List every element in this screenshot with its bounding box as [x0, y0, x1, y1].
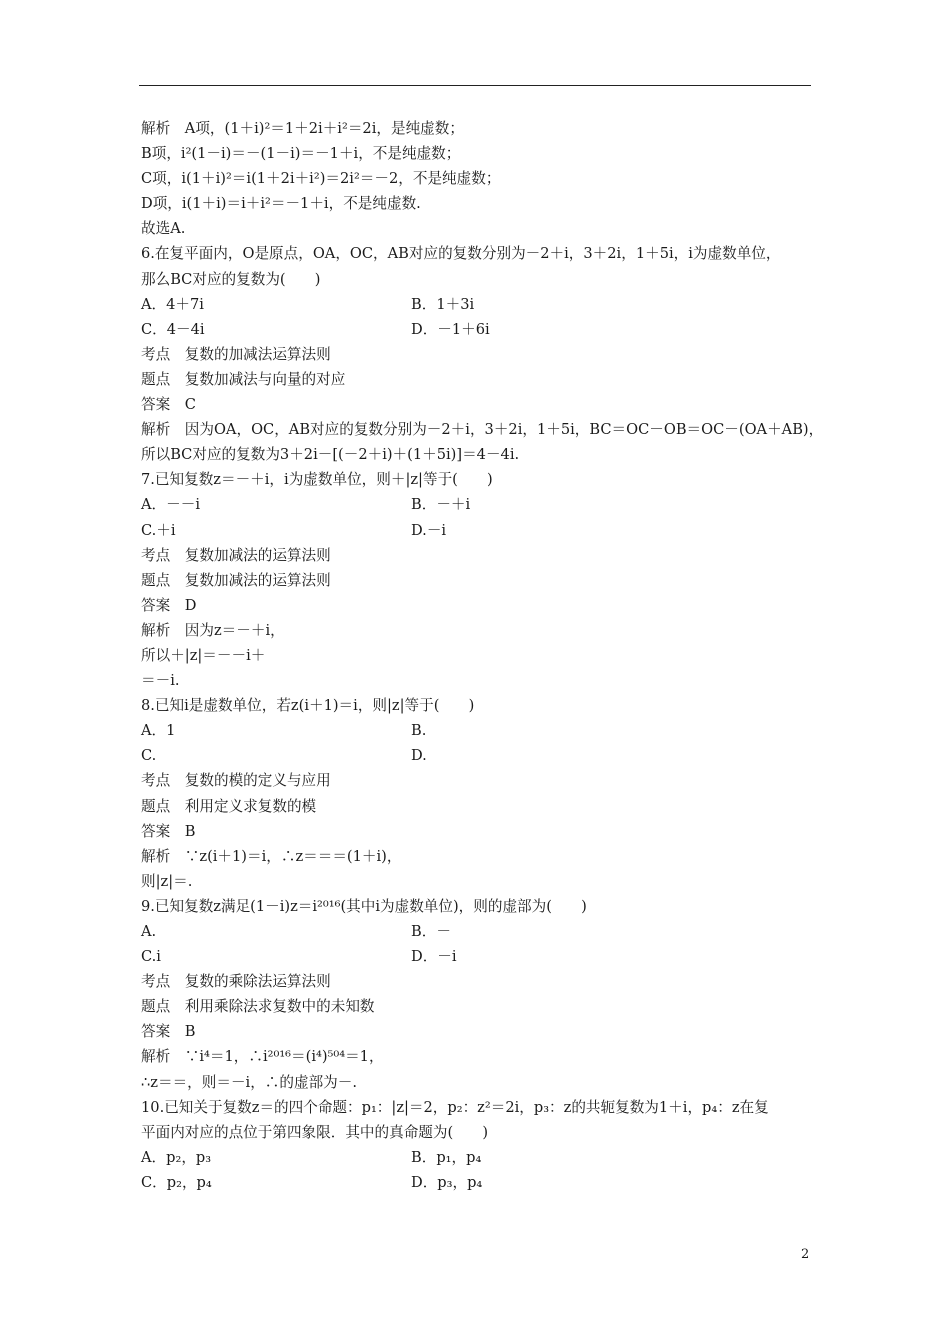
text-line: 解析 因为OA，OC，AB对应的复数分别为－2＋i，3＋2i，1＋5i，BC＝OC－OB＝OC－(OA＋AB)， — [141, 421, 824, 439]
option-a: A．1 — [141, 722, 176, 740]
question-7-options-row1 — [141, 492, 813, 517]
text-line: 所以BC对应的复数为3＋2i－[(－2＋i)＋(1＋5i)]＝4－4i. — [141, 446, 520, 464]
option-a: A. — [141, 923, 157, 940]
text-line: 考点 复数加减法的运算法则 — [141, 546, 331, 564]
option-a: A．p₂，p₃ — [141, 1148, 212, 1166]
option-d: D. — [411, 747, 427, 765]
text-line: 题点 利用定义求复数的模 — [141, 797, 317, 815]
option-d: D．p₃，p₄ — [411, 1173, 483, 1191]
text-line: 解析 ∵i⁴＝1，∴i²⁰¹⁶＝(i⁴)⁵⁰⁴＝1， — [141, 1048, 384, 1066]
option-a: A．－－i — [141, 496, 200, 514]
text-line: 解析 A项，(1＋i)²＝1＋2i＋i²＝2i，是纯虚数； — [141, 120, 464, 137]
option-d: D．－1＋6i — [411, 320, 490, 338]
question-6-options-row2 — [141, 317, 813, 342]
question-7-options-row2 — [141, 518, 813, 543]
header-rule — [139, 85, 811, 86]
option-d: D．－i — [411, 948, 457, 966]
text-line: C项，i(1＋i)²＝i(1＋2i＋i²)＝2i²＝－2，不是纯虚数； — [141, 170, 501, 188]
option-b: B．p₁，p₄ — [411, 1148, 482, 1166]
option-b: B．－ — [411, 923, 451, 940]
text-line: D项，i(1＋i)＝i＋i²＝－1＋i，不是纯虚数. — [141, 195, 421, 213]
text-line: 题点 复数加减法的运算法则 — [141, 571, 331, 589]
option-c: C．4－4i — [141, 320, 205, 338]
text-line: 那么BC对应的复数为( ) — [141, 270, 321, 288]
option-c: C.＋i — [141, 521, 176, 539]
option-c: C．p₂，p₄ — [141, 1173, 212, 1191]
option-c: C. — [141, 747, 157, 765]
text-line: 所以＋|z|＝－－i＋ — [141, 646, 266, 664]
question-8-options-row2 — [141, 743, 813, 768]
text-line: 考点 复数的乘除法运算法则 — [141, 973, 331, 991]
option-b: B. — [411, 722, 427, 740]
text-line: 则|z|＝. — [141, 872, 193, 890]
text-line: B项，i²(1－i)＝－(1－i)＝－1＋i，不是纯虚数； — [141, 145, 461, 163]
question-8-stem: 8.已知i是虚数单位，若z(i＋1)＝i，则|z|等于( ) — [141, 697, 475, 715]
text-line: 答案 C — [141, 396, 196, 414]
option-a: A．4＋7i — [141, 295, 204, 313]
document-body — [141, 116, 824, 1195]
text-line: 答案 B — [141, 1023, 196, 1041]
text-line: 题点 复数加减法与向量的对应 — [141, 370, 346, 388]
question-10-stem: 10.已知关于复数z＝的四个命题：p₁：|z|＝2，p₂：z²＝2i，p₃：z的共轭复数为1＋i，p₄：z在复 — [141, 1098, 769, 1116]
option-b: B．1＋3i — [411, 295, 475, 313]
text-line: 解析 因为z＝－＋i， — [141, 621, 285, 639]
text-line: 答案 B — [141, 822, 196, 840]
question-9-options-row1 — [141, 919, 813, 944]
text-line: 解析 ∵z(i＋1)＝i，∴z＝＝＝(1＋i)， — [141, 847, 402, 865]
text-line: ＝－i. — [141, 672, 180, 690]
text-line: 考点 复数的模的定义与应用 — [141, 772, 331, 790]
question-10-options-row1 — [141, 1145, 813, 1170]
text-line: 题点 利用乘除法求复数中的未知数 — [141, 998, 375, 1016]
option-b: B．－＋i — [411, 496, 471, 514]
page-number: 2 — [801, 1247, 810, 1262]
question-6-options-row1 — [141, 292, 813, 317]
question-10-options-row2 — [141, 1170, 813, 1195]
question-9-options-row2 — [141, 944, 813, 969]
text-line: ∴z＝＝，则＝－i，∴的虚部为－. — [141, 1073, 358, 1091]
text-line: 考点 复数的加减法运算法则 — [141, 345, 331, 363]
question-8-options-row1 — [141, 718, 813, 743]
text-line: 故选A. — [141, 220, 186, 238]
text-line: 平面内对应的点位于第四象限．其中的真命题为( ) — [141, 1123, 489, 1141]
text-line: 答案 D — [141, 596, 197, 614]
question-7-stem: 7.已知复数z＝－＋i，i为虚数单位，则＋|z|等于( ) — [141, 471, 493, 489]
question-9-stem: 9.已知复数z满足(1－i)z＝i²⁰¹⁶(其中i为虚数单位)，则的虚部为( ) — [141, 897, 587, 915]
option-d: D.－i — [411, 521, 447, 539]
question-6-stem: 6.在复平面内，O是原点，OA，OC，AB对应的复数分别为－2＋i，3＋2i，1＋5i，i为虚数单位， — [141, 245, 781, 263]
option-c: C.i — [141, 948, 161, 966]
